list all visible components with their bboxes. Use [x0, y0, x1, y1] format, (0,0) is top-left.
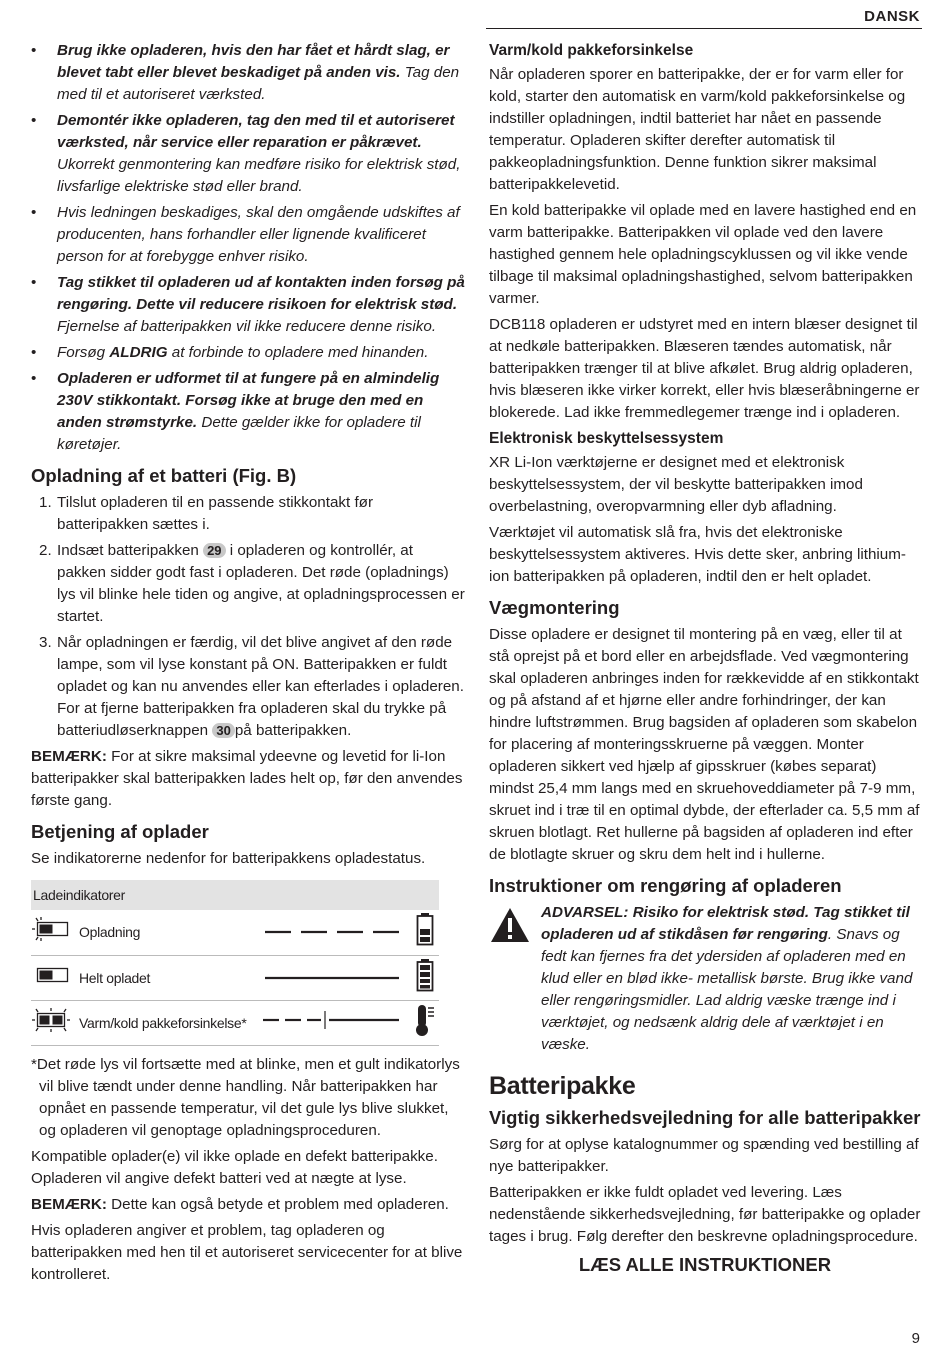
charging-heading: Opladning af et batteri (Fig. B)	[31, 465, 297, 486]
paragraph: Værktøjet vil automatisk slå fra, hvis det elektroniske beskyttelsessystem aktiveres. Hvis dette sker, anbring lithium-ion batteripakken på opladeren, indtil den er helt opladet.	[489, 524, 906, 585]
list-item: • Forsøg ALDRIG at forbinde to opladere med hinanden.	[31, 342, 466, 364]
thermometer-icon	[414, 1003, 436, 1037]
read-all-instructions: LÆS ALLE INSTRUKTIONER	[578, 1254, 832, 1275]
indicator-label: Varm/kold pakkeforsinkelse*	[79, 1000, 261, 1045]
charged-led-icon	[31, 962, 71, 988]
delay-led-icon	[31, 1007, 71, 1033]
bullet-dot: •	[31, 274, 37, 291]
bullet-dot: •	[31, 344, 37, 361]
paragraph: Sørg for at oplyse katalognummer og spænding ved bestilling af nye batteripakker.	[489, 1136, 919, 1175]
cleaning-heading: Instruktioner om rengøring af opladeren	[489, 875, 842, 896]
callout-badge: 29	[203, 543, 225, 558]
protection-heading: Elektronisk beskyttelsessystem	[489, 430, 724, 447]
paragraph: XR Li-Ion værktøjerne er designet med et elektronisk beskyttelsessystem, der vil beskytte batteripakken imod overbelastning, overopvarmning eller dyb afladning.	[489, 454, 863, 515]
operation-heading: Betjening af oplader	[31, 821, 209, 842]
compat-paragraph: Kompatible oplader(e) vil ikke oplade en defekt batteripakke. Opladeren vil angive defekt batteri ved at nægte at lyse.	[31, 1147, 438, 1187]
page-number: 9	[911, 1330, 920, 1347]
right-column	[489, 40, 921, 1276]
safety-bullets	[31, 40, 466, 456]
header-rule	[486, 28, 922, 29]
battery-full-icon	[416, 958, 434, 992]
blinking-pattern	[261, 927, 401, 937]
list-item: • Tag stikket til opladeren ud af kontakten inden forsøg på rengøring. Dette vil reducere risikoen for elektrisk stød. Fjernelse af batteripakken vil ikke reducere denne risiko.	[31, 274, 465, 335]
delay-heading: Varm/kold pakkeforsinkelse	[489, 42, 694, 59]
callout-badge: 30	[212, 723, 234, 738]
indicator-label: Opladning	[79, 910, 261, 955]
battery-heading: Batteripakke	[489, 1072, 636, 1100]
paragraph: Disse opladere er designet til montering på en væg, eller til at stå oprejst på et bord eller en arbejdsflade. Ved vægmontering skal opladeren anbringes inden for rækkevidde af en stikkontakt og på afstand af et hjørne eller andre forhindringer, der kan hindre luftstrømmen. Brug bagsiden af opladeren som skabelon for placering af monteringsskruerne på væggen. Monter opladeren sikkert ved hjælp af gipsskruer (købes separat) mindst 25,4 mm langs med en skruehoveddiameter på 7-9 mm, skruet ind i træ til en optimal dybde, der efterlader ca. 5,5 mm af skruen blotlagt. Ret hullerne på bagsiden af opladeren ind efter de blotlagte skruer og skru dem helt ind i hullerne.	[489, 626, 920, 863]
table-row	[31, 910, 439, 955]
table-row	[31, 955, 439, 1000]
note-paragraph: BEMÆRK: For at sikre maksimal ydeevne og levetid for li-Ion batteripakker skal batteripakken lades helt op, før den anvendes første gang.	[31, 748, 463, 809]
dashed-solid-pattern	[261, 1010, 401, 1030]
indicator-table	[31, 880, 439, 1046]
table-row	[31, 1000, 439, 1045]
indicator-table-header: Ladeindikatorer	[31, 880, 439, 910]
paragraph: Batteripakken er ikke fuldt opladet ved levering. Læs nedenstående sikkerhedsvejledning, før batteripakke og oplader tages i brug. Følg derefter den beskrevne opladningsprocedure.	[489, 1184, 921, 1245]
paragraph: En kold batteripakke vil oplade med en lavere hastighed end en varm batteripakke. Batteripakken vil oplade ved den lavere hastighed gennem hele opladningscyklussen og vil ikke vende tilbage til maksimal opladningshastighed, selvom batteripakken varmer.	[489, 202, 917, 307]
warning-triangle-icon	[489, 906, 531, 944]
footnote: *Det røde lys vil fortsætte med at blinke, men et gult indikatorlys vil blive tændt under denne handling. Når batteripakken har opnået en passende temperatur, vil det gule lys blive slukket, og opladeren vil genoptage opladningsproceduren.	[31, 1055, 460, 1139]
indicator-label: Helt opladet	[79, 955, 261, 1000]
bullet-dot: •	[31, 42, 37, 59]
bullet-dot: •	[31, 370, 37, 387]
battery-safety-heading: Vigtig sikkerhedsvejledning for alle batteripakker	[489, 1107, 921, 1128]
list-item: 2. Indsæt batteripakken 29 i opladeren og kontrollér, at pakken sidder godt fast i opladeren. Det røde (opladnings) lys vil blinke hele tiden og angive, at opladningsprocessen er startet.	[39, 542, 465, 625]
list-item: 3. Når opladningen er færdig, vil det blive angivet af den røde lampe, som vil lyse konstant på ON. Batteripakken er fuldt opladet og kan nu anvendes eller kan efterlades i opladeren. For at fjerne batteripakken fra opladeren skal du trykke på batteriudløserknappen 30 på batteripakken.	[39, 634, 464, 739]
language-label: DANSK	[864, 8, 920, 25]
solid-pattern	[261, 973, 401, 983]
left-column	[31, 40, 466, 1290]
wall-mount-heading: Vægmontering	[489, 597, 620, 618]
charging-steps	[31, 492, 466, 742]
warning-block: ADVARSEL: Risiko for elektrisk stød. Tag stikket til opladeren ud af stikdåsen før rengøring. Snavs og fedt kan fjernes fra det ydersiden af opladeren med en klud eller en blød ikke- metallisk børste. Brug ikke vand eller rengøringsmidler. Lad aldrig væske trænge ind i værktøjet, og nedsænk aldrig dele af værktøjet i en væske.	[489, 902, 921, 1056]
list-item: • Demontér ikke opladeren, tag den med til et autoriseret værksted, når service eller reparation er påkrævet. Ukorrekt genmontering kan medføre risiko for elektrisk stød, livsfarlige elektriske stød eller brand.	[31, 112, 461, 195]
charging-led-icon	[31, 916, 71, 942]
paragraph: Når opladeren sporer en batteripakke, der er for varm eller for kold, starter den automatisk en varm/kold pakkeforsinkelse og indstiller opladningen, indtil batteriet har nået en passende temperatur. Opladeren skifter derefter automatisk til pakkeopladningsfunktion. Denne funktion sikrer maksimal batteripakkelevetid.	[489, 66, 906, 193]
list-item: • Opladeren er udformet til at fungere på en almindelig 230V stikkontakt. Forsøg ikke at bruge den med en anden strømstyrke. Dette gælder ikke for opladere til køretøjer.	[31, 370, 440, 453]
paragraph: DCB118 opladeren er udstyret med en intern blæser designet til at nedkøle batteripakken. Blæseren tændes automatisk, når batteripakken trænger til at blive afkølet. Brug aldrig opladeren, hvis blæseren ikke virker korrekt, eller hvis blæseråbningerne er blokerede. Lad ikke fremmedlegemer trænge ind i opladeren.	[489, 316, 920, 421]
list-item: • Hvis ledningen beskadiges, skal den omgående udskiftes af producenten, hans forhandler eller lignende kvalificeret person for at forebygge enhver risiko.	[31, 204, 460, 265]
service-paragraph: Hvis opladeren angiver et problem, tag opladeren og batteripakken med hen til et autoriseret servicecenter for at blive kontrolleret.	[31, 1221, 463, 1283]
list-item: • Brug ikke opladeren, hvis den har fået et hårdt slag, er blevet tabt eller blevet beskadiget på anden vis. Tag den med til et autoriseret værksted.	[31, 42, 460, 103]
list-item: 1. Tilslut opladeren til en passende stikkontakt før batteripakken sættes i.	[39, 494, 374, 533]
operation-intro: Se indikatorerne nedenfor for batteripakkens opladestatus.	[31, 850, 426, 867]
bullet-dot: •	[31, 112, 37, 129]
bullet-dot: •	[31, 204, 37, 221]
note-paragraph: BEMÆRK: Dette kan også betyde et problem med opladeren.	[31, 1195, 449, 1213]
battery-charging-icon	[416, 912, 434, 946]
